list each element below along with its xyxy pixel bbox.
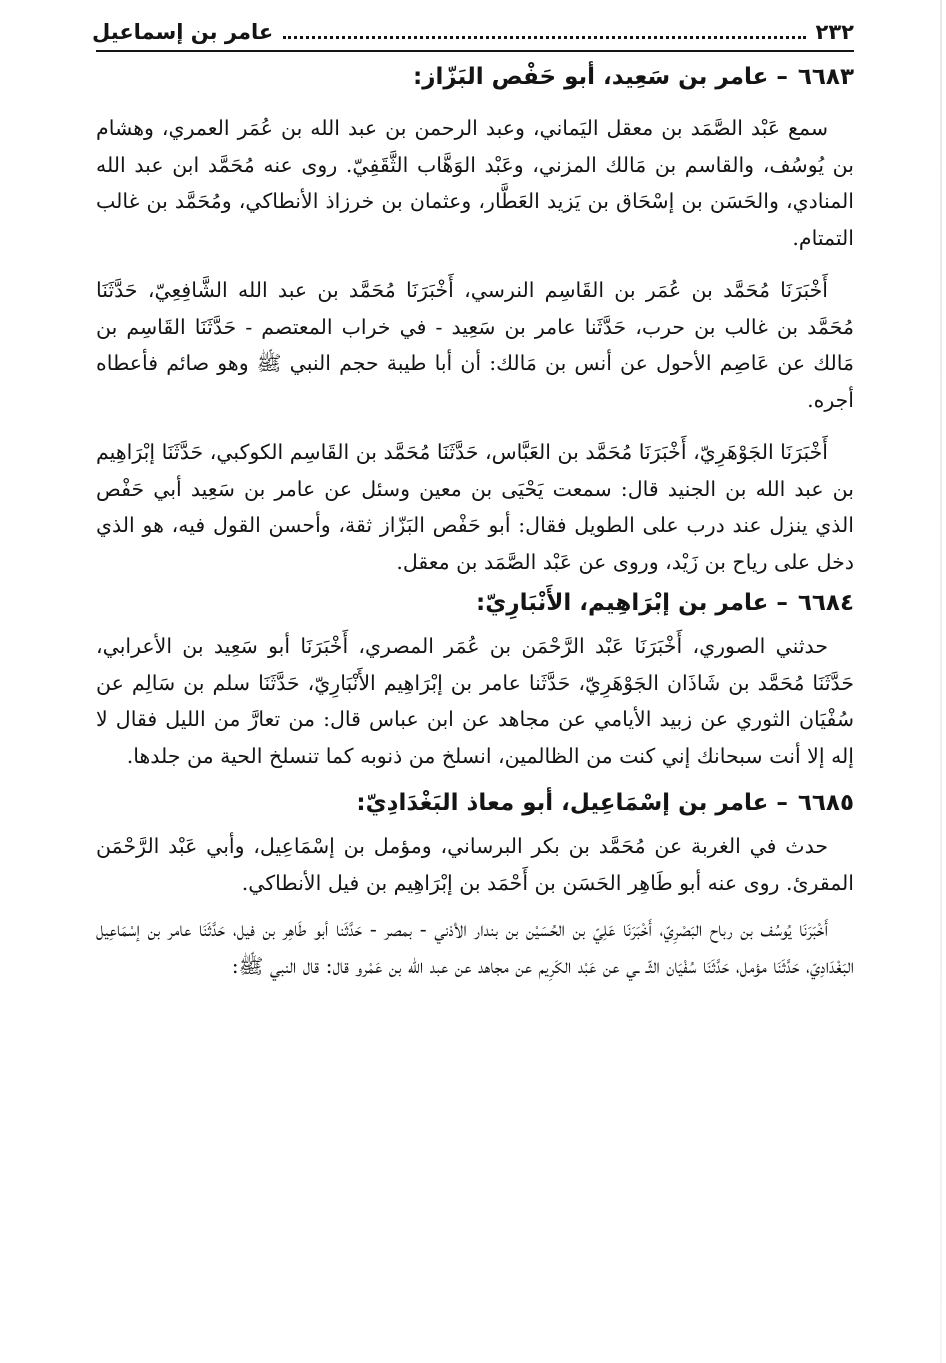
- entry-paragraph: أَخْبَرَنَا يُوسُف بن رباح البَصْرِيّ، أَخْبَرَنَا عَلِيّ بن الحُسَيْن بن بندار الأذني - بمصر - حَدَّثَنا أبو طَاهِر بن فيل، حَدَّثَنَا عامر بن إسْمَاعِيل البَغْدَادِيّ، حَدَّثَنَا مؤمل، حَدَّثَنَا سُفْيَان الثّـ ـي عن عَبْد الكَرِيم عن مجاهد عن عبد الله بن عَمْرو قال: قال النبي ﷺ:: [96, 917, 854, 978]
- header-dotted-leader: [283, 36, 805, 39]
- entry-dash: –: [776, 790, 788, 816]
- header-rule: [96, 50, 854, 52]
- entry-title: عامر بن إبْرَاهِيم، الأَنْبَارِيّ:: [476, 590, 769, 616]
- entry-heading: [96, 784, 854, 822]
- entry-paragraph: أَخْبَرَنَا الجَوْهَرِيّ، أَخْبَرَنَا مُحَمَّد بن العَبَّاس، حَدَّثَنَا مُحَمَّد بن القَاسِم الكوكبي، حَدَّثَنَا إبْرَاهِيم بن عبد الله بن الجنيد قال: سمعت يَحْيَى بن معين وسئل عن عامر بن سَعِيد أبي حَفْص الذي ينزل عند درب على الطويل فقال: أبو حَفْص البَزّاز ثقة، وأحسن القول فيه، هو الذي دخل على رياح بن زَيْد، وروى عن عَبْد الصَّمَد بن معقل.: [96, 440, 854, 574]
- entry-title: عامر بن سَعِيد، أبو حَفْص البَزّاز:: [413, 64, 769, 90]
- entry-number: ٦٦٨٣: [797, 64, 854, 90]
- page-content: [96, 58, 854, 984]
- entry-title: عامر بن إسْمَاعِيل، أبو معاذ البَغْدَادِيّ:: [356, 790, 769, 816]
- entry-paragraph: حدثني الصوري، أَخْبَرَنَا عَبْد الرَّحْمَن بن عُمَر المصري، أَخْبَرَنَا أبو سَعِيد بن الأعرابي، حَدَّثَنَا مُحَمَّد بن شَاذَان الجَوْهَرِيّ، حَدَّثَنا عامر بن إبْرَاهِيم الأَنْبَارِيّ، حَدَّثَنَا سلم بن سَالِم عن سُفْيَان الثوري عن زبيد الأيامي عن مجاهد عن ابن عباس قال: من تعارَّ من الليل فقال لا إله إلا أنت سبحانك إني كنت من الظالمين، انسلخ من ذنوبه كما تنسلخ الحية من جلدها.: [96, 634, 854, 768]
- running-header: [92, 14, 854, 50]
- entry-number: ٦٦٨٤: [797, 590, 854, 616]
- entry-6684: [96, 584, 854, 774]
- entry-paragraph: حدث في الغربة عن مُحَمَّد بن بكر البرساني، ومؤمل بن إسْمَاعِيل، وأبي عَبْد الرَّحْمَن المقرئ. روى عنه أبو طَاهِر الحَسَن بن أَحْمَد بن إبْرَاهِيم بن فيل الأنطاكي.: [96, 834, 854, 895]
- page-number: ٢٣٢: [815, 20, 854, 44]
- entry-dash: –: [776, 64, 788, 90]
- entry-dash: –: [776, 590, 788, 616]
- entry-heading: [96, 584, 854, 622]
- entry-paragraph: سمع عَبْد الصَّمَد بن معقل اليَماني، وعبد الرحمن بن عبد الله بن عُمَر العمري، وهشام بن يُوسُف، والقاسم بن مَالك المزني، وعَبْد الوَهَّاب الثَّقَفِيّ. روى عنه مُحَمَّد ابن عبد الله المنادي، والحَسَن بن إسْحَاق بن يَزيد العَطَّار، وعثمان بن خرزاذ الأنطاكي، ومُحَمَّد بن غالب التمتام.: [96, 116, 854, 250]
- entry-6685: [96, 784, 854, 984]
- entry-6683: [96, 58, 854, 580]
- scan-edge-shadow: [940, 0, 942, 1363]
- entry-number: ٦٦٨٥: [797, 790, 854, 816]
- entry-heading: [96, 58, 854, 96]
- running-header-title: عامر بن إسماعيل: [92, 20, 274, 44]
- entry-paragraph: أَخْبَرَنَا مُحَمَّد بن عُمَر بن القَاسِم النرسي، أَخْبَرَنَا مُحَمَّد بن عبد الله الشَّافِعِيّ، حَدَّثَنَا مُحَمَّد بن غالب بن حرب، حَدَّثَنا عامر بن سَعِيد - في خراب المعتصم - حَدَّثَنَا القَاسِم بن مَالك عن عَاصِم الأحول عن أنس بن مَالك: أن أبا طيبة حجم النبي ﷺ وهو صائم فأعطاه أجره.: [96, 278, 854, 412]
